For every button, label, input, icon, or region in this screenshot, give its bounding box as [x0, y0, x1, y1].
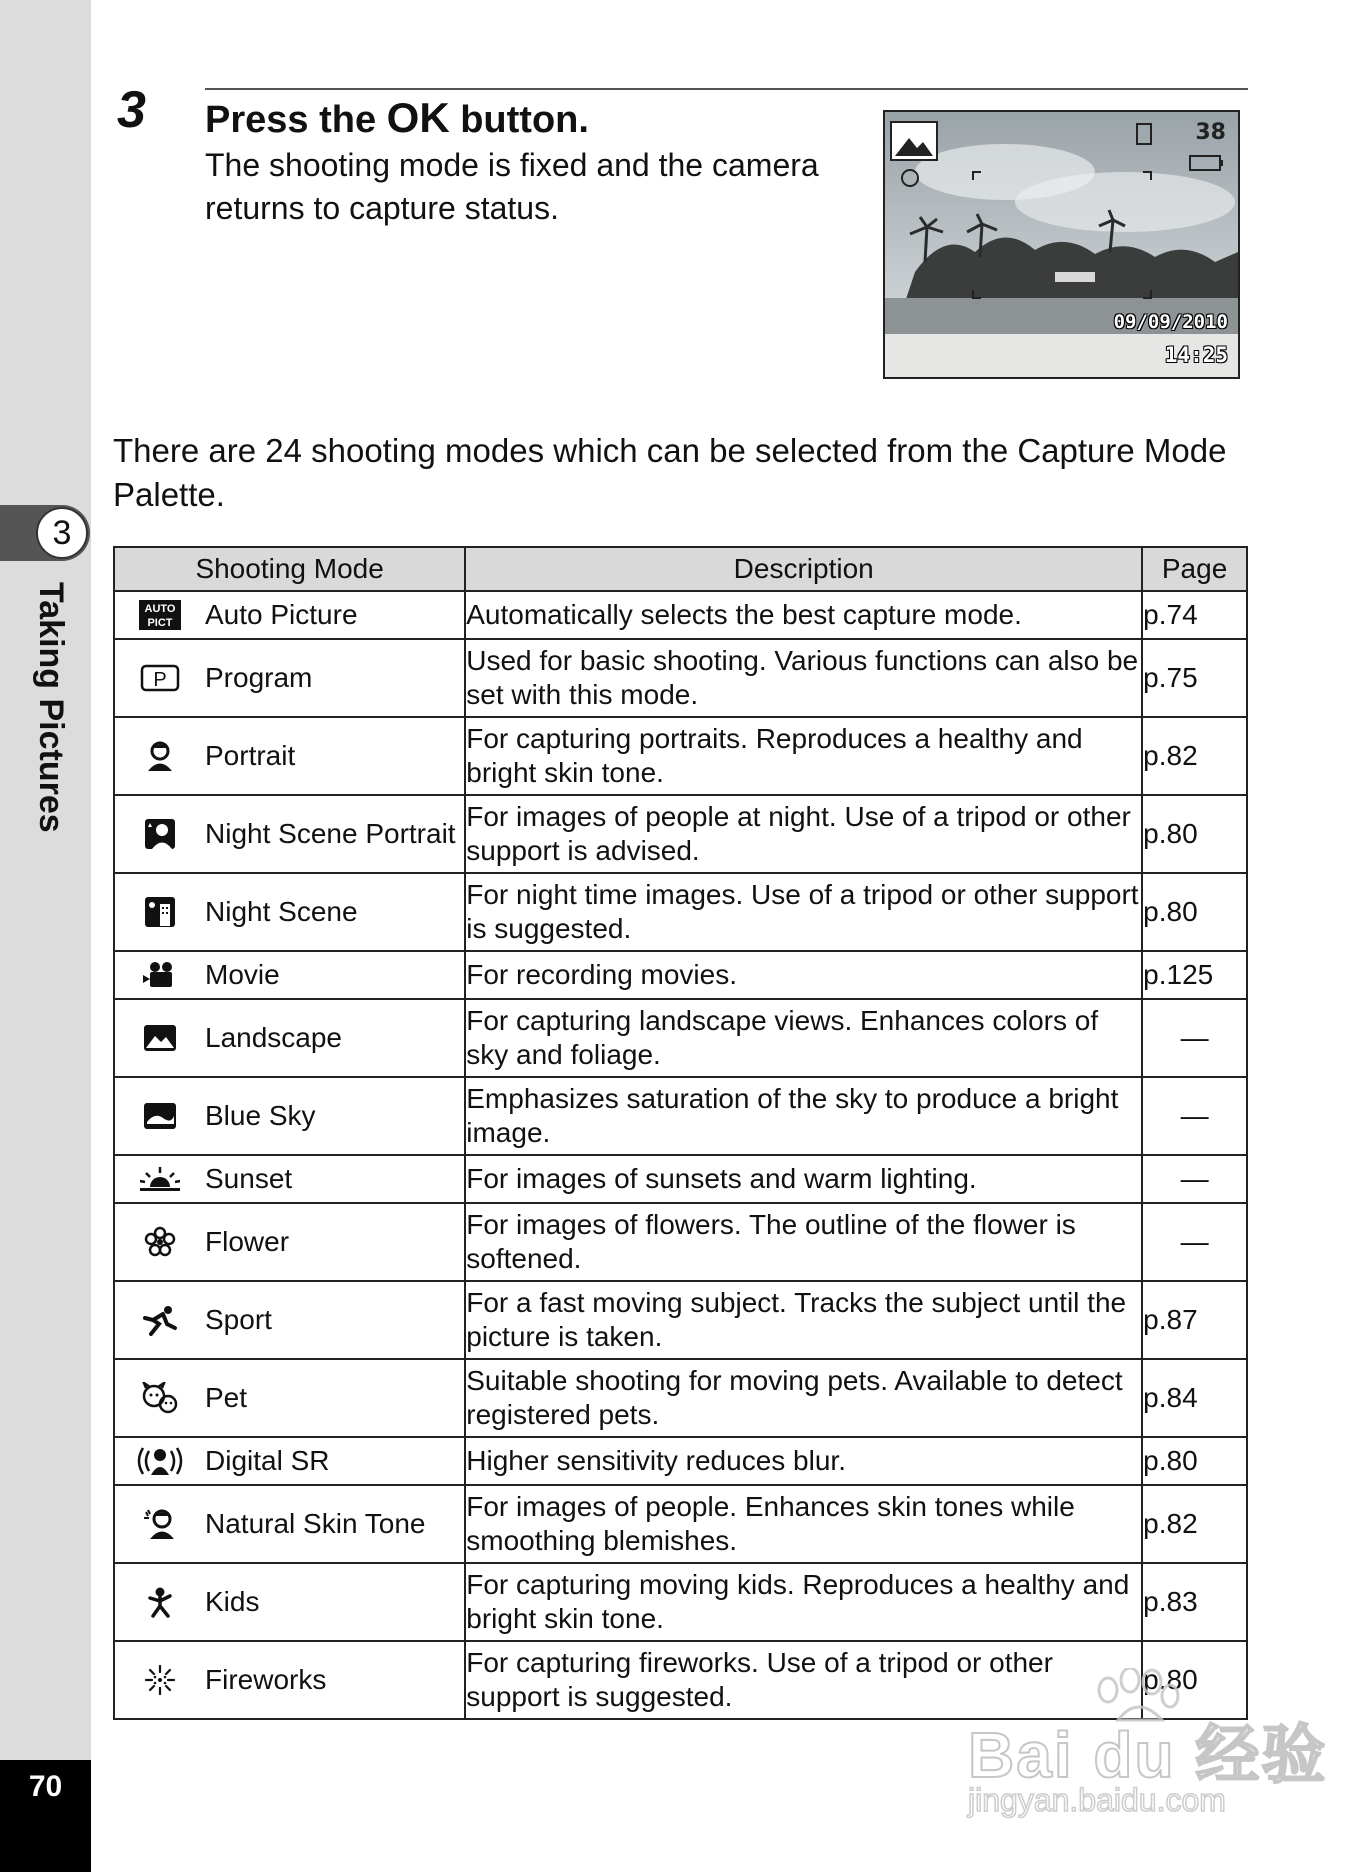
svg-text:P: P: [153, 669, 167, 691]
mode-cell: [114, 1563, 465, 1641]
step-divider: [205, 88, 1248, 90]
mode-cell: [114, 1485, 465, 1563]
mode-name: Night Scene Portrait: [205, 818, 456, 849]
mode-description: For images of flowers. The outline of the flower is softened.: [465, 1203, 1142, 1281]
mode-page-reference: p.84: [1142, 1359, 1247, 1437]
chapter-title: Taking Pictures: [32, 582, 70, 833]
table-row: [114, 1563, 1247, 1641]
mode-name: Night Scene: [205, 896, 358, 927]
mode-cell: [114, 1359, 465, 1437]
mode-page-reference: —: [1142, 1077, 1247, 1155]
step-number: 3: [117, 81, 146, 139]
mode-name: Natural Skin Tone: [205, 1508, 426, 1539]
mode-description: Higher sensitivity reduces blur.: [465, 1437, 1142, 1485]
mode-name: Pet: [205, 1382, 248, 1413]
mode-name: Kids: [205, 1586, 260, 1617]
mode-page-reference: p.75: [1142, 639, 1247, 717]
mode-page-reference: p.83: [1142, 1563, 1247, 1641]
sport-icon: [115, 1304, 205, 1336]
night-scene-portrait-icon: [115, 818, 205, 850]
header-shooting-mode: Shooting Mode: [114, 547, 465, 591]
table-row: [114, 1485, 1247, 1563]
mode-cell: [114, 717, 465, 795]
flower-icon: [115, 1226, 205, 1258]
mode-description: Automatically selects the best capture mode.: [465, 591, 1142, 639]
ok-key-label: OK: [386, 94, 450, 141]
portrait-icon: [115, 740, 205, 772]
night-scene-icon: [115, 896, 205, 928]
mode-page-reference: p.82: [1142, 1485, 1247, 1563]
natural-skin-tone-icon: [115, 1508, 205, 1540]
baidu-watermark: [968, 1668, 1328, 1828]
mode-description: For capturing moving kids. Reproduces a healthy and bright skin tone.: [465, 1563, 1142, 1641]
mode-page-reference: —: [1142, 999, 1247, 1077]
table-header-row: [114, 547, 1247, 591]
intro-paragraph: There are 24 shooting modes which can be selected from the Capture Mode Palette.: [113, 432, 1227, 513]
mode-description: Emphasizes saturation of the sky to produce a bright image.: [465, 1077, 1142, 1155]
table-row: [114, 873, 1247, 951]
mode-cell: [114, 591, 465, 639]
shots-remaining: 38: [1195, 120, 1226, 145]
digital-sr-icon: [115, 1445, 205, 1477]
mode-cell: [114, 1641, 465, 1719]
chapter-number: 3: [36, 507, 88, 559]
svg-text:AUTO: AUTO: [144, 603, 176, 615]
mode-page-reference: —: [1142, 1155, 1247, 1203]
mode-name: Sunset: [205, 1163, 293, 1194]
chapter-sidebar: [0, 0, 91, 1872]
table-row: [114, 999, 1247, 1077]
program-icon: [115, 664, 205, 692]
mode-page-reference: p.82: [1142, 717, 1247, 795]
mode-cell: [114, 1437, 465, 1485]
fireworks-icon: [115, 1663, 205, 1697]
mode-cell: [114, 1077, 465, 1155]
mode-description: For images of sunsets and warm lighting.: [465, 1155, 1142, 1203]
kids-icon: [115, 1586, 205, 1618]
step-description: The shooting mode is fixed and the camera returns to capture status.: [205, 147, 819, 226]
mode-cell: [114, 1203, 465, 1281]
sunset-icon: [115, 1165, 205, 1193]
mode-description: Used for basic shooting. Various functions can also be set with this mode.: [465, 639, 1142, 717]
mode-page-reference: p.87: [1142, 1281, 1247, 1359]
table-row: [114, 1359, 1247, 1437]
svg-text:PICT: PICT: [147, 617, 173, 629]
shooting-mode-table: [113, 546, 1248, 1720]
mode-description: For a fast moving subject. Tracks the subject until the picture is taken.: [465, 1281, 1142, 1359]
mode-description: For images of people. Enhances skin tones while smoothing blemishes.: [465, 1485, 1142, 1563]
mode-cell: [114, 795, 465, 873]
table-row: [114, 1155, 1247, 1203]
beach-scene-photo: [885, 112, 1238, 377]
step-title: Press the OK button.: [205, 94, 589, 141]
blue-sky-icon: [115, 1102, 205, 1130]
table-row: [114, 795, 1247, 873]
mode-description: For capturing portraits. Reproduces a healthy and bright skin tone.: [465, 717, 1142, 795]
mode-name: Fireworks: [205, 1664, 327, 1695]
mode-cell: [114, 999, 465, 1077]
table-row: [114, 951, 1247, 999]
screen-date: 09/09/2010: [1113, 311, 1228, 333]
mode-page-reference: p.125: [1142, 951, 1247, 999]
mode-name: Digital SR: [205, 1445, 330, 1476]
table-row: [114, 1281, 1247, 1359]
mode-page-reference: p.80: [1142, 1437, 1247, 1485]
screen-time: 14:25: [1164, 343, 1228, 367]
table-row: [114, 717, 1247, 795]
pet-icon: [115, 1382, 205, 1414]
table-row: [114, 1203, 1247, 1281]
mode-cell: [114, 1155, 465, 1203]
landscape-icon: [115, 1024, 205, 1052]
header-page: Page: [1142, 547, 1247, 591]
watermark-brand: Bai du 经验: [968, 1719, 1328, 1791]
mode-cell: [114, 873, 465, 951]
movie-icon: [115, 960, 205, 990]
mode-page-reference: p.80: [1142, 1641, 1247, 1719]
mode-name: Movie: [205, 959, 280, 990]
mode-name: Auto Picture: [205, 599, 358, 630]
mode-page-reference: p.74: [1142, 591, 1247, 639]
camera-lcd-screen: [883, 110, 1240, 379]
mode-description: For capturing fireworks. Use of a tripod or other support is suggested.: [465, 1641, 1142, 1719]
mode-name: Program: [205, 662, 313, 693]
mode-description: For images of people at night. Use of a tripod or other support is advised.: [465, 795, 1142, 873]
watermark-site: jingyan.baidu.com: [968, 1782, 1226, 1818]
mode-cell: [114, 639, 465, 717]
table-row: [114, 591, 1247, 639]
auto-picture-icon: [115, 599, 205, 631]
mode-name: Portrait: [205, 740, 296, 771]
mode-name: Landscape: [205, 1022, 343, 1053]
mode-name: Flower: [205, 1226, 290, 1257]
mode-cell: [114, 1281, 465, 1359]
mode-description: Suitable shooting for moving pets. Available to detect registered pets.: [465, 1359, 1142, 1437]
mode-page-reference: p.80: [1142, 873, 1247, 951]
mode-name: Sport: [205, 1304, 272, 1335]
mode-page-reference: p.80: [1142, 795, 1247, 873]
mode-description: For recording movies.: [465, 951, 1142, 999]
mode-cell: [114, 951, 465, 999]
header-description: Description: [465, 547, 1142, 591]
table-row: [114, 1437, 1247, 1485]
mode-page-reference: —: [1142, 1203, 1247, 1281]
table-row: [114, 1077, 1247, 1155]
page-number: 70: [28, 1770, 63, 1803]
mode-description: For night time images. Use of a tripod or other support is suggested.: [465, 873, 1142, 951]
mode-name: Blue Sky: [205, 1100, 316, 1131]
mode-description: For capturing landscape views. Enhances colors of sky and foliage.: [465, 999, 1142, 1077]
table-row: [114, 639, 1247, 717]
